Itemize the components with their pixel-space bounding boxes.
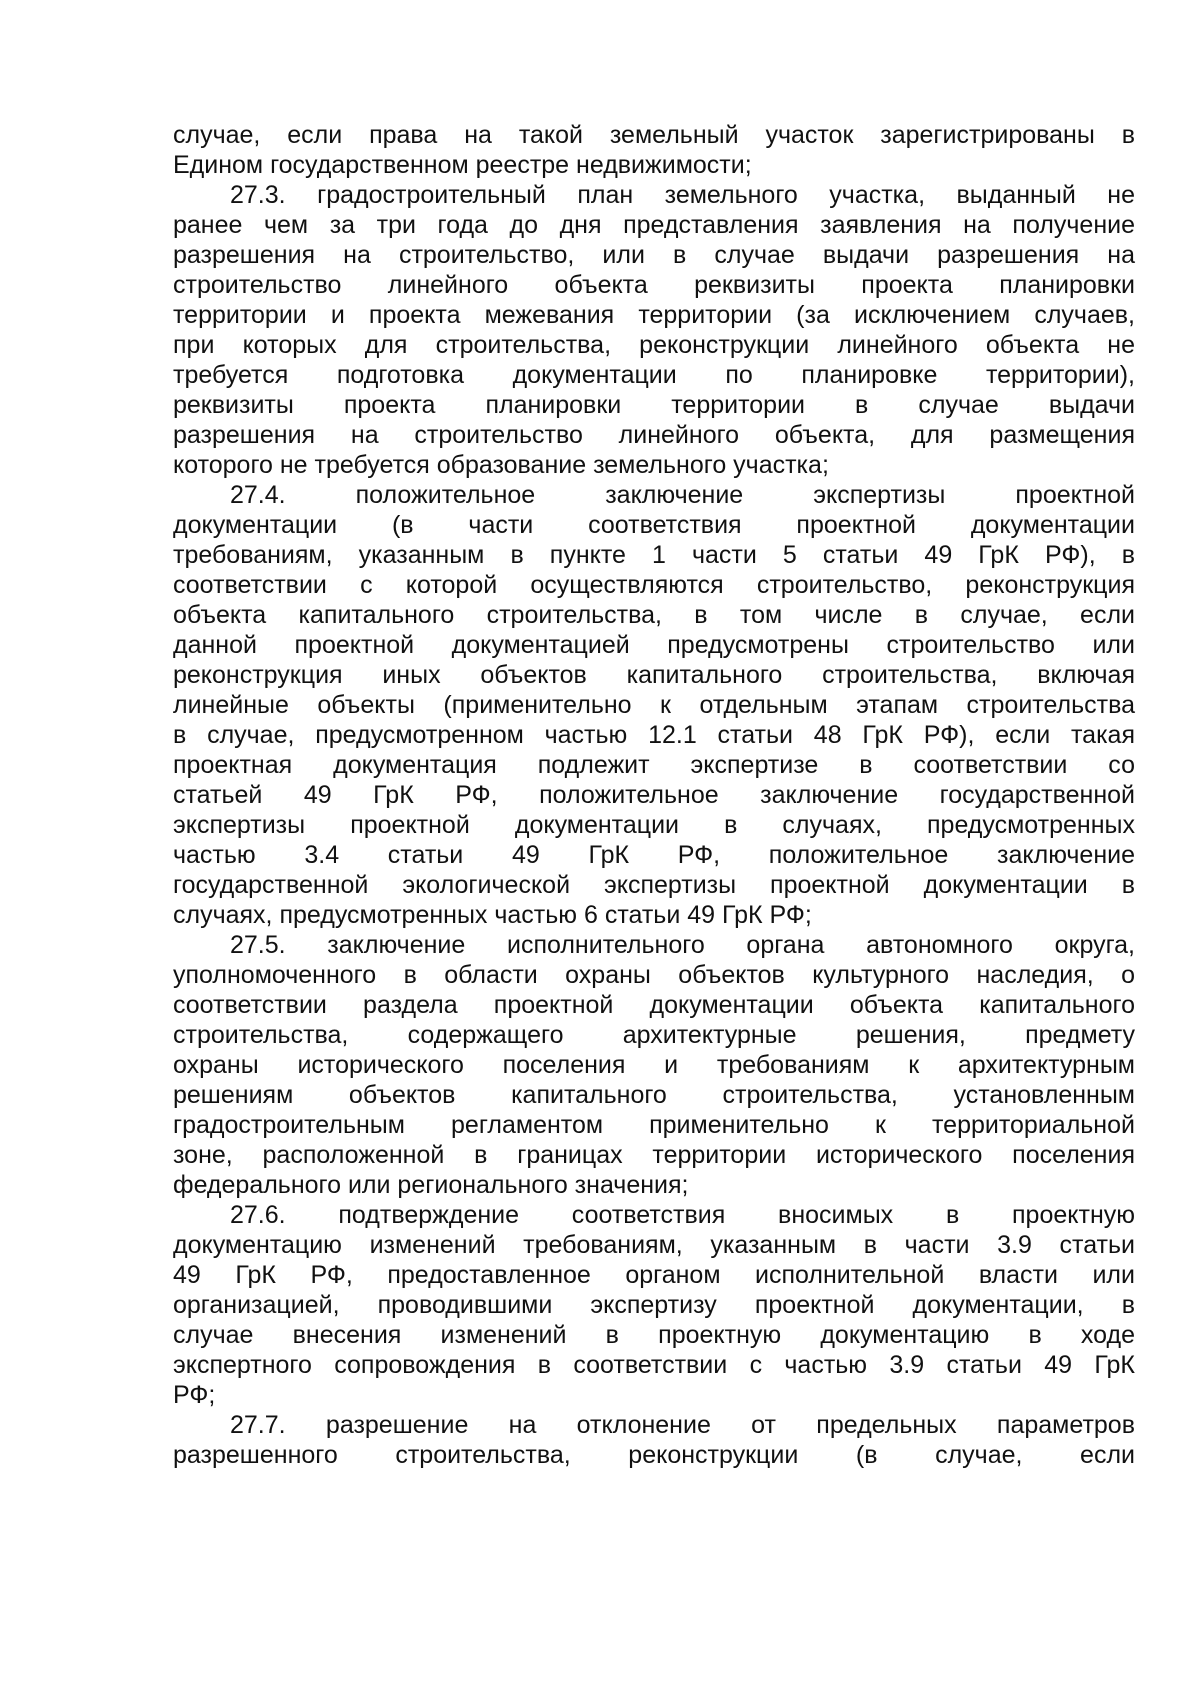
text-line: данной проектной документацией предусмотрены строительство или (173, 631, 1135, 659)
paragraph (173, 180, 1135, 480)
text-line: случае, если права на такой земельный участок зарегистрированы в (173, 121, 1135, 149)
text-line: частью 3.4 статьи 49 ГрК РФ, положительное заключение (173, 841, 1135, 869)
text-line: случае внесения изменений в проектную документацию в ходе (173, 1321, 1135, 1349)
text-line: соответствии раздела проектной документации объекта капитального (173, 991, 1135, 1019)
text-line: в случае, предусмотренном частью 12.1 статьи 48 ГрК РФ), если такая (173, 721, 1135, 749)
text-line: требуется подготовка документации по планировке территории), (173, 361, 1135, 389)
text-line: объекта капитального строительства, в том числе в случае, если (173, 601, 1135, 629)
text-line: зоне, расположенной в границах территории исторического поселения (173, 1141, 1135, 1169)
text-line: федерального или регионального значения; (173, 1171, 689, 1199)
paragraph (173, 930, 1135, 1200)
text-line: статьей 49 ГрК РФ, положительное заключение государственной (173, 781, 1135, 809)
text-line: уполномоченного в области охраны объектов культурного наследия, о (173, 961, 1135, 989)
text-line: экспертного сопровождения в соответствии с частью 3.9 статьи 49 ГрК (173, 1351, 1135, 1379)
text-line: документации (в части соответствия проектной документации (173, 511, 1135, 539)
text-line: РФ; (173, 1381, 216, 1409)
text-line: разрешения на строительство, или в случае выдачи разрешения на (173, 241, 1135, 269)
text-line: 49 ГрК РФ, предоставленное органом исполнительной власти или (173, 1261, 1135, 1289)
text-line: территории и проекта межевания территории (за исключением случаев, (173, 301, 1135, 329)
text-line: 27.5. заключение исполнительного органа автономного округа, (230, 931, 1135, 959)
text-line: экспертизы проектной документации в случаях, предусмотренных (173, 811, 1135, 839)
text-line: решениям объектов капитального строительства, установленным (173, 1081, 1135, 1109)
text-line: разрешенного строительства, реконструкции (в случае, если (173, 1441, 1135, 1469)
text-line: требованиям, указанным в пункте 1 части 5 статьи 49 ГрК РФ), в (173, 541, 1135, 569)
text-line: 27.3. градостроительный план земельного участка, выданный не (230, 181, 1135, 209)
text-line: охраны исторического поселения и требованиям к архитектурным (173, 1051, 1135, 1079)
text-line: строительство линейного объекта реквизиты проекта планировки (173, 271, 1135, 299)
text-line: при которых для строительства, реконструкции линейного объекта не (173, 331, 1135, 359)
text-line: линейные объекты (применительно к отдельным этапам строительства (173, 691, 1135, 719)
text-line: проектная документация подлежит экспертизе в соответствии со (173, 751, 1135, 779)
text-line: разрешения на строительство линейного объекта, для размещения (173, 421, 1135, 449)
document-body (173, 120, 1135, 1470)
paragraph (173, 480, 1135, 930)
text-line: соответствии с которой осуществляются строительство, реконструкция (173, 571, 1135, 599)
text-line: Едином государственном реестре недвижимости; (173, 151, 752, 179)
text-line: 27.4. положительное заключение экспертизы проектной (230, 481, 1135, 509)
text-line: которого не требуется образование земельного участка; (173, 451, 829, 479)
paragraph (173, 1410, 1135, 1470)
text-line: строительства, содержащего архитектурные решения, предмету (173, 1021, 1135, 1049)
text-line: реквизиты проекта планировки территории в случае выдачи (173, 391, 1135, 419)
text-line: ранее чем за три года до дня представления заявления на получение (173, 211, 1135, 239)
text-line: государственной экологической экспертизы проектной документации в (173, 871, 1135, 899)
text-line: документацию изменений требованиям, указанным в части 3.9 статьи (173, 1231, 1135, 1259)
text-line: организацией, проводившими экспертизу проектной документации, в (173, 1291, 1135, 1319)
text-line: градостроительным регламентом применительно к территориальной (173, 1111, 1135, 1139)
text-line: 27.7. разрешение на отклонение от предельных параметров (230, 1411, 1135, 1439)
paragraph (173, 120, 1135, 180)
text-line: 27.6. подтверждение соответствия вносимых в проектную (230, 1201, 1135, 1229)
text-line: случаях, предусмотренных частью 6 статьи 49 ГрК РФ; (173, 901, 812, 929)
paragraph (173, 1200, 1135, 1410)
text-line: реконструкция иных объектов капитального строительства, включая (173, 661, 1135, 689)
